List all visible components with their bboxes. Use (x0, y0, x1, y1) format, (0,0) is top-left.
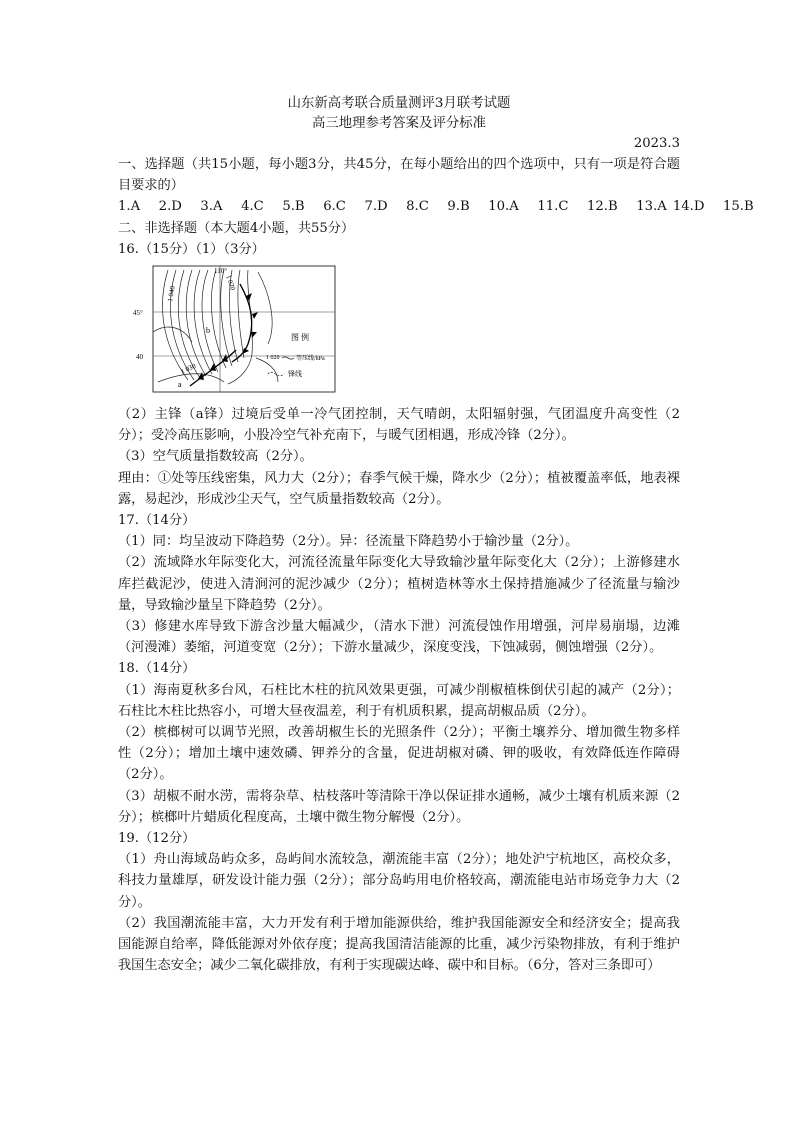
legend-title: 图 例 (291, 333, 309, 343)
longitude-label: 110° (214, 267, 228, 276)
legend-isobar-sample (282, 357, 294, 359)
q17-part3: （3）修建水库导致下游含沙量大幅减少，（清水下泄）河流侵蚀作用增强，河岸易崩塌，边滩（河漫滩）萎缩，河道变宽（2分）；下游水量减少，深度变浅，下蚀减弱，侧蚀增强（2分）。 (118, 619, 680, 656)
exam-date: 2023.3 (633, 136, 680, 151)
q19-part2: （2）我国潮流能丰富，大力开发有利于增加能源供给，维护我国能源安全和经济安全；提高我国能源自给率，降低能源对外依存度；提高我国清洁能源的比重，减少污染物排放，有利于维护我国生态安全；减少二氧化碳排放，有利于实现碳达峰、碳中和目标。（6分，答对三条即可） (118, 915, 680, 974)
latitude-45-label: 45° (133, 309, 143, 318)
q18-part3: （3）胡椒不耐水涝，需将杂草、枯枝落叶等清除干净以保证排水通畅，减少土壤有机质来源（2分）；槟榔叶片蜡质化程度高，土壤中微生物分解慢（2分）。 (118, 788, 680, 825)
q18-part2: （2）槟榔树可以调节光照，改善胡椒生长的光照条件（2分）；平衡土壤养分、增加微生物多样性（2分）；增加土壤中速效磷、钾养分的含量，促进胡椒对磷、钾的吸收，有效降低连作障碍（2分）。 (118, 725, 680, 783)
q18-heading: 18.（14分） (118, 661, 196, 677)
latitude-40-label: 40 (136, 353, 143, 362)
answer-sheet (118, 94, 754, 977)
q19-part1: （1）舟山海域岛屿众多，岛屿间水流较急，潮流能丰富（2分）；地处沪宁杭地区，高校众多，科技力量雄厚，研发设计能力强（2分）；部分岛屿用电价格较高，潮流能电站市场竞争力大（2分）。 (118, 852, 680, 910)
choice-answers: 1.A 2.D 3.A 4.C 5.B 6.C 7.D 8.C 9.B 10.A 11.C 12.B 13.A 14.D 15.B (118, 199, 754, 215)
legend-isobar-text: 等压线/hPa (296, 356, 325, 363)
isobar-1030-label: 1 030 (179, 361, 198, 376)
isobar-map-figure (128, 262, 358, 402)
exam-title: 山东新高考联合质量测评3月联考试题 (287, 96, 511, 111)
point-b-label: b (206, 326, 210, 336)
q16-part3: （3）空气质量指数较高（2分）。 (118, 449, 313, 465)
answer-key-title: 高三地理参考答案及评分标准 (311, 116, 487, 131)
q16-heading: 16.（15分）（1）（3分） (118, 241, 265, 257)
legend-front-text: 锋线 (288, 370, 302, 379)
q17-part2: （2）流域降水年际变化大，河流径流量年际变化大导致输沙量年际变化大（2分）；上游修建水库拦截泥沙，使进入清涧河的泥沙减少（2分）；植树造林等水土保持措施减少了径流量与输沙量，导致输沙量呈下降趋势（2分）。 (118, 555, 680, 613)
isobar-map (128, 262, 358, 402)
q19-heading: 19.（12分） (118, 831, 196, 847)
q16-part2: （2）主锋（a锋）过境后受单一冷气团控制，天气晴朗，太阳辐射强，气团温度升高变性（2分）；受冷高压影响，小股冷空气补充南下，与暖气团相遇，形成冷锋（2分）。 (118, 407, 680, 444)
point-a-label: a (178, 380, 182, 390)
front-b-triangles (242, 293, 258, 354)
isobar-1040-label: 1 040 (166, 285, 177, 303)
q17-heading: 17.（14分） (118, 513, 196, 529)
q17-part1: （1）同：均呈波动下降趋势（2分）。异：径流量下降趋势小于输沙量（2分）。 (118, 534, 579, 550)
legend-isobar-value: 1 020 (266, 355, 280, 362)
q18-part1: （1）海南夏秋多台风，石柱比木柱的抗风效果更强，可减少削椒植株倒伏引起的减产（2分）；石柱比木柱比热容小，可增大昼夜温差，利于有机质积累，提高胡椒品质（2分）。 (118, 682, 680, 719)
section2-heading: 二、非选择题（本大题4小题，共55分） (118, 220, 355, 236)
isobar-1020-label-top: 1 020 (224, 273, 238, 292)
q16-reason: 理由：①处等压线密集，风力大（2分）；春季气候干燥，降水少（2分）；植被覆盖率低，地表裸露，易起沙，形成沙尘天气，空气质量指数较高（2分）。 (118, 470, 680, 507)
section1-heading: 一、选择题（共15小题，每小题3分，共45分，在每小题给出的四个选项中，只有一项是符合题目要求的） (118, 157, 680, 194)
